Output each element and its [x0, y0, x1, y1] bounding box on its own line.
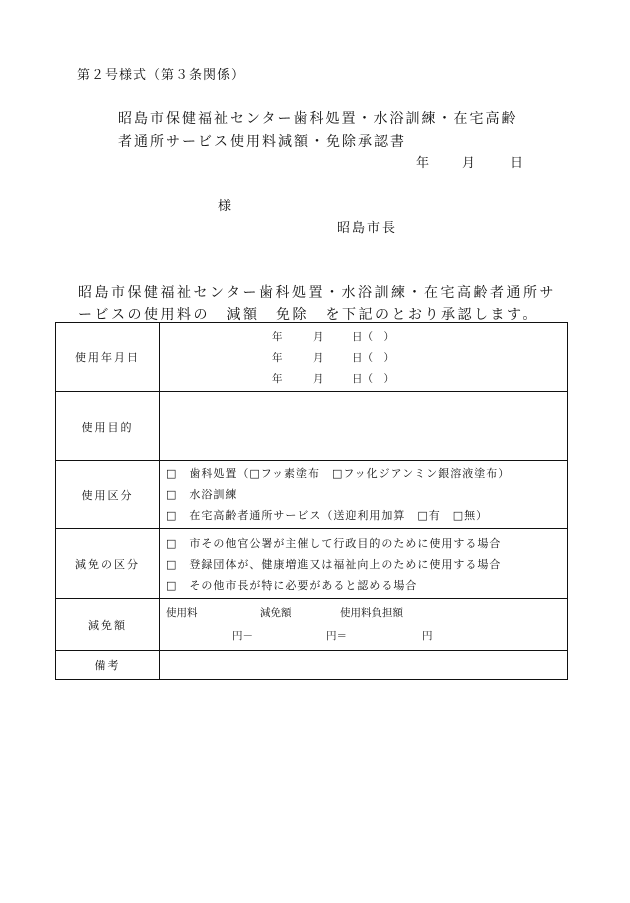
document-title-line-1: 昭島市保健福祉センター歯科処置・水浴訓練・在宅高齢 [118, 111, 518, 127]
date-day-label: 日 [510, 156, 524, 171]
reduction-yen-minus: 円－ [232, 630, 253, 642]
usage-date-2-year: 年 [272, 352, 283, 364]
usage-date-2-month: 月 [313, 352, 324, 364]
exemption-label: 減免の区分 [56, 529, 160, 599]
reduction-row [56, 598, 567, 651]
usage-date-3-month: 月 [313, 373, 324, 385]
reduction-amount-header: 減免額 [260, 607, 292, 619]
usage-date-cell [160, 323, 567, 391]
usage-date-1-month: 月 [313, 331, 324, 343]
remarks-cell [160, 651, 567, 679]
exemption-option-mayor: □ その他市長が特に必要があると認める場合 [166, 579, 418, 592]
usage-date-row [56, 323, 567, 391]
form-number: 第２号様式（第３条関係） [77, 68, 246, 83]
purpose-cell [160, 392, 567, 461]
usage-date-3-year: 年 [272, 373, 283, 385]
purpose-label: 使用目的 [56, 392, 160, 461]
remarks-label: 備考 [56, 651, 160, 679]
usage-date-3-day: 日（ ） [352, 373, 394, 385]
document-title-line-2: 者通所サービス使用料減額・免除承認書 [118, 134, 406, 150]
approval-table [55, 322, 568, 680]
usage-date-1-year: 年 [272, 331, 283, 343]
exemption-option-registered-group: □ 登録団体が、健康増進又は福祉向上のために使用する場合 [166, 558, 502, 571]
remarks-row [56, 650, 567, 679]
reduction-yen-equals: 円＝ [326, 630, 347, 642]
category-row [56, 460, 567, 529]
exemption-row [56, 528, 567, 599]
date-month-label: 月 [462, 156, 476, 171]
reduction-cell [160, 599, 567, 651]
category-option-dental: □ 歯科処置（□フッ素塗布 □フッ化ジアンミン銀溶液塗布） [166, 467, 511, 480]
usage-date-1-day: 日（ ） [352, 331, 394, 343]
category-cell [160, 461, 567, 529]
reduction-yen: 円 [422, 630, 433, 642]
category-option-elderly-service: □ 在宅高齢者通所サービス（送迎利用加算 □有 □無） [166, 509, 489, 522]
issuer-name: 昭島市長 [337, 221, 398, 236]
exemption-cell [160, 529, 567, 599]
exemption-option-public: □ 市その他官公署が主催して行政目的のために使用する場合 [166, 537, 502, 550]
usage-date-2-day: 日（ ） [352, 352, 394, 364]
reduction-fee-header: 使用料 [166, 607, 198, 619]
body-text-line-2: ービスの使用料の 減額 免除 を下記のとおり承認します。 [78, 307, 539, 323]
body-text-line-1: 昭島市保健福祉センター歯科処置・水浴訓練・在宅高齢者通所サ [78, 285, 556, 301]
reduction-label: 減免額 [56, 599, 160, 651]
category-option-water-training: □ 水浴訓練 [166, 488, 238, 501]
reduction-burden-header: 使用料負担額 [340, 607, 403, 619]
date-year-label: 年 [416, 156, 430, 171]
usage-date-label: 使用年月日 [56, 323, 160, 391]
purpose-row [56, 391, 567, 461]
category-label: 使用区分 [56, 461, 160, 529]
addressee-suffix: 様 [218, 199, 232, 214]
